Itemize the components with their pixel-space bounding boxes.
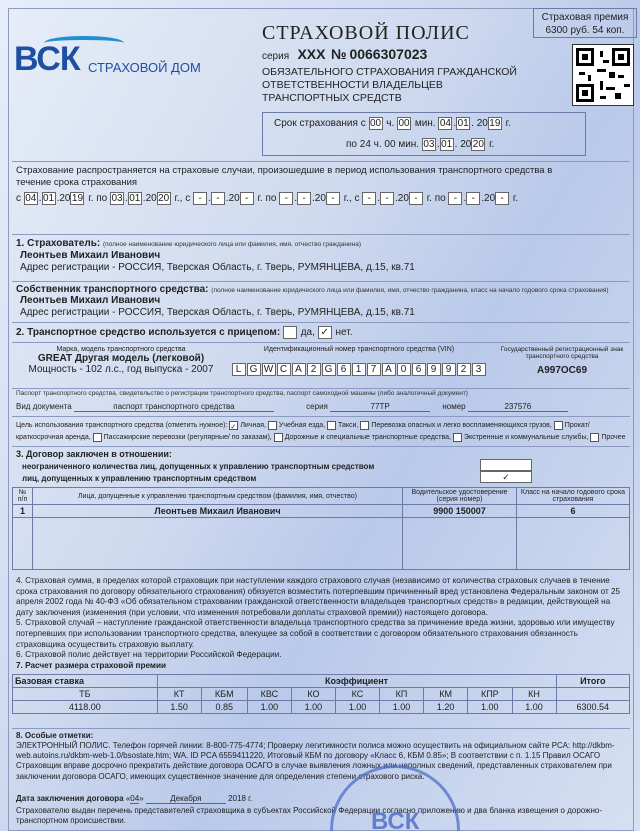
owner-address: Адрес регистрации - РОССИЯ, Тверская Область, г. Тверь, РУМЯНЦЕВА, д.15, кв.71 — [20, 307, 415, 318]
policy-series: серия ХХХ № 0066307023 — [262, 46, 428, 62]
unlimited-box — [480, 459, 532, 471]
table-row: 1 Леонтьев Михаил Иванович 9900 150007 6 — [13, 505, 630, 518]
vin-char: 6 — [337, 363, 351, 376]
contract-date: Дата заключения договора «04» Декабря 2018 г. — [16, 794, 253, 803]
purpose-block: Цель использования транспортного средства (отметить нужное): ✓ Личная, Учебная езда, Такси, Перевозка опасных и легко воспламеняющихся грузов, Прокат/краткосрочная аренда, Пассажирские перевозки (регулярные/ по заказам), Дорожные и специальные транспортные средства, Экстренные и коммунальные службы, Прочее — [16, 422, 626, 441]
vin-char: G — [247, 363, 261, 376]
term-to: по 24 ч. 00 мин. 03 .01 . 2020 г. — [346, 139, 495, 151]
notes-label: 8. Особые отметки: — [16, 731, 94, 740]
vehicle-model: Марка, модель транспортного средства GREAT Другая модель (легковой) Мощность - 102 л.с., год выпуска - 2007 — [28, 346, 214, 375]
qr-code-icon — [572, 44, 634, 106]
term-from: Срок страхования с 00 ч. 00 мин. 04 .01 . 2019 г. — [274, 118, 511, 130]
vin-char: 9 — [427, 363, 441, 376]
logo-subtitle: СТРАХОВОЙ ДОМ — [88, 60, 201, 75]
insurer-label: 1. Страхователь: (полное наименование юридического лица или фамилия, имя, отчество гражданина) — [16, 238, 361, 249]
vin-char: 3 — [472, 363, 486, 376]
policy-subtitle: ОБЯЗАТЕЛЬНОГО СТРАХОВАНИЯ ГРАЖДАНСКОЙ ОТВЕТСТВЕННОСТИ ВЛАДЕЛЬЦЕВ ТРАНСПОРТНЫХ СРЕДСТВ — [262, 66, 517, 104]
vin-char: G — [322, 363, 336, 376]
terms-block: 4. Страховая сумма, в пределах которой страховщик при наступлении каждого страхового случая (независимо от количества страховых случаев в течение срока страхования по договору обязательного страхования) обязуется возместить потерпевшим причиненный вред установлена Федеральным законом от 25 апреля 2002 года № 40-ФЗ «Об обязательном страховании гражданской ответственности владельцев транспортных средств» в редакции, действующей на дату заключения (изменения (при условии, что изменения потребовали доплаты страховой премии)) настоящего договора. 5. Страховой случай – наступление гражданской ответственности владельца транспортного средства за причинение вреда жизни, здоровью или имуществу потерпевших при использовании транспортного средства, влекущее за собой в соответствии с договором обязательного страхования обязанность страховщика осуществить страховую выплату. 6. Страховой полис действует на территории Российской Федерации. 7. Расчет размера страховой премии — [16, 576, 621, 670]
drivers-limited: лиц, допущенных к управлению транспортным средством — [22, 474, 257, 483]
drivers-table: № п/п Лица, допущенные к управлению транспортным средством (фамилия, имя, отчество) Водительское удостоверение (серия номер) Класс на начало годового срока страхования 1 Леонтьев Михаил Иванович 9900 150007 6 — [12, 487, 630, 570]
vin-char: W — [262, 363, 276, 376]
period-text: Страхование распространяется на страховые случаи, произошедшие в период использования транспортного средства в течение срока страхования — [16, 165, 553, 188]
premium-calc-table: Базовая ставка Коэффициент Итого ТБ КТ КБМ КВС КО КС КП КМ КПР КН 4118.00 1.50 0.85 1.00 1.00 1.00 1.00 1.20 1.00 1.00 6300.54 — [12, 674, 630, 714]
vsk-stamp-icon: ВСК — [330, 765, 460, 831]
vin-char: 2 — [457, 363, 471, 376]
vin-char: 2 — [307, 363, 321, 376]
owner-label: Собственник транспортного средства: (полное наименование юридического лица или фамилия, имя, отчество гражданина, класс на начало годового срока страхования) — [16, 284, 609, 295]
drivers-unlimited: неограниченного количества лиц, допущенных к управлению транспортным средством — [22, 462, 375, 471]
vin-char: 1 — [352, 363, 366, 376]
vehicle-plate: Государственный регистрационный знак транспортного средства А997ОС69 — [500, 346, 624, 376]
notes-text: ЭЛЕКТРОННЫЙ ПОЛИС. Телефон горячей линии: 8-800-775-4774; Проверку легитимности полиса можно осуществить на официальном сайте РСА: http://dkbm-web.autoins.ru/dkbm-web-1.0/bsostate.htm; WA. ID PCA 6559411220, Итоговый КБМ по договору «Класс 6, КБМ 0.85»; В соответствии с п. 1.15 Правил ОСАГО Страховщик вправе досрочно прекратить действие договора ОСАГО в случае выявления ложных или неполных сведений, представленных страхователем при заключении договора ОСАГО, имеющих существенное значение для определения степени страхового риска. — [16, 741, 615, 781]
vin-char: 9 — [442, 363, 456, 376]
vin-char: 7 — [367, 363, 381, 376]
owner-name: Леонтьев Михаил Иванович — [20, 295, 161, 306]
doc-hint: Паспорт транспортного средства, свидетельство о регистрации транспортного средства, паспорт самоходной машины (либо аналогичный документ) — [16, 390, 468, 397]
vin-char: A — [292, 363, 306, 376]
insurer-address: Адрес регистрации - РОССИЯ, Тверская Область, г. Тверь, РУМЯНЦЕВА, д.15, кв.71 — [20, 262, 415, 273]
insurer-name: Леонтьев Михаил Иванович — [20, 250, 161, 261]
premium-box: Страховая премия 6300 руб. 54 коп. — [533, 8, 637, 38]
policy-title: СТРАХОВОЙ ПОЛИС — [262, 22, 470, 44]
vehicle-doc: Вид документа паспорт транспортного средства серия 77ТР номер 237576 — [16, 402, 626, 412]
footer-text: Страхователю выдан перечень представителей страховщика в субъектах Российской Федерации согласно приложению и два бланка извещения о дорожно-транспортном происшествии. — [16, 806, 603, 825]
period-row: с 04 .01 .2019 г. по 03 .01 .2020 г., с - . - .20 - г. по - . - .20 - г., с - . - .20 - г. по - . - .20 - г. — [16, 193, 519, 205]
vin-char: 0 — [397, 363, 411, 376]
vin-char: C — [277, 363, 291, 376]
logo-mark: ВСК — [14, 40, 80, 78]
trailer-row: 2. Транспортное средство используется с прицепом: да, ✓ нет. — [16, 327, 353, 339]
vin-char: L — [232, 363, 246, 376]
vin-char: 6 — [412, 363, 426, 376]
vsk-logo — [14, 36, 224, 86]
vehicle-vin: Идентификационный номер транспортного средства (VIN) L G W C A 2 G 6 1 7 A 0 6 9 9 2 3 — [228, 346, 490, 379]
drivers-label: 3. Договор заключен в отношении: — [16, 449, 172, 459]
limited-check: ✓ — [480, 471, 532, 483]
vin-char: A — [382, 363, 396, 376]
